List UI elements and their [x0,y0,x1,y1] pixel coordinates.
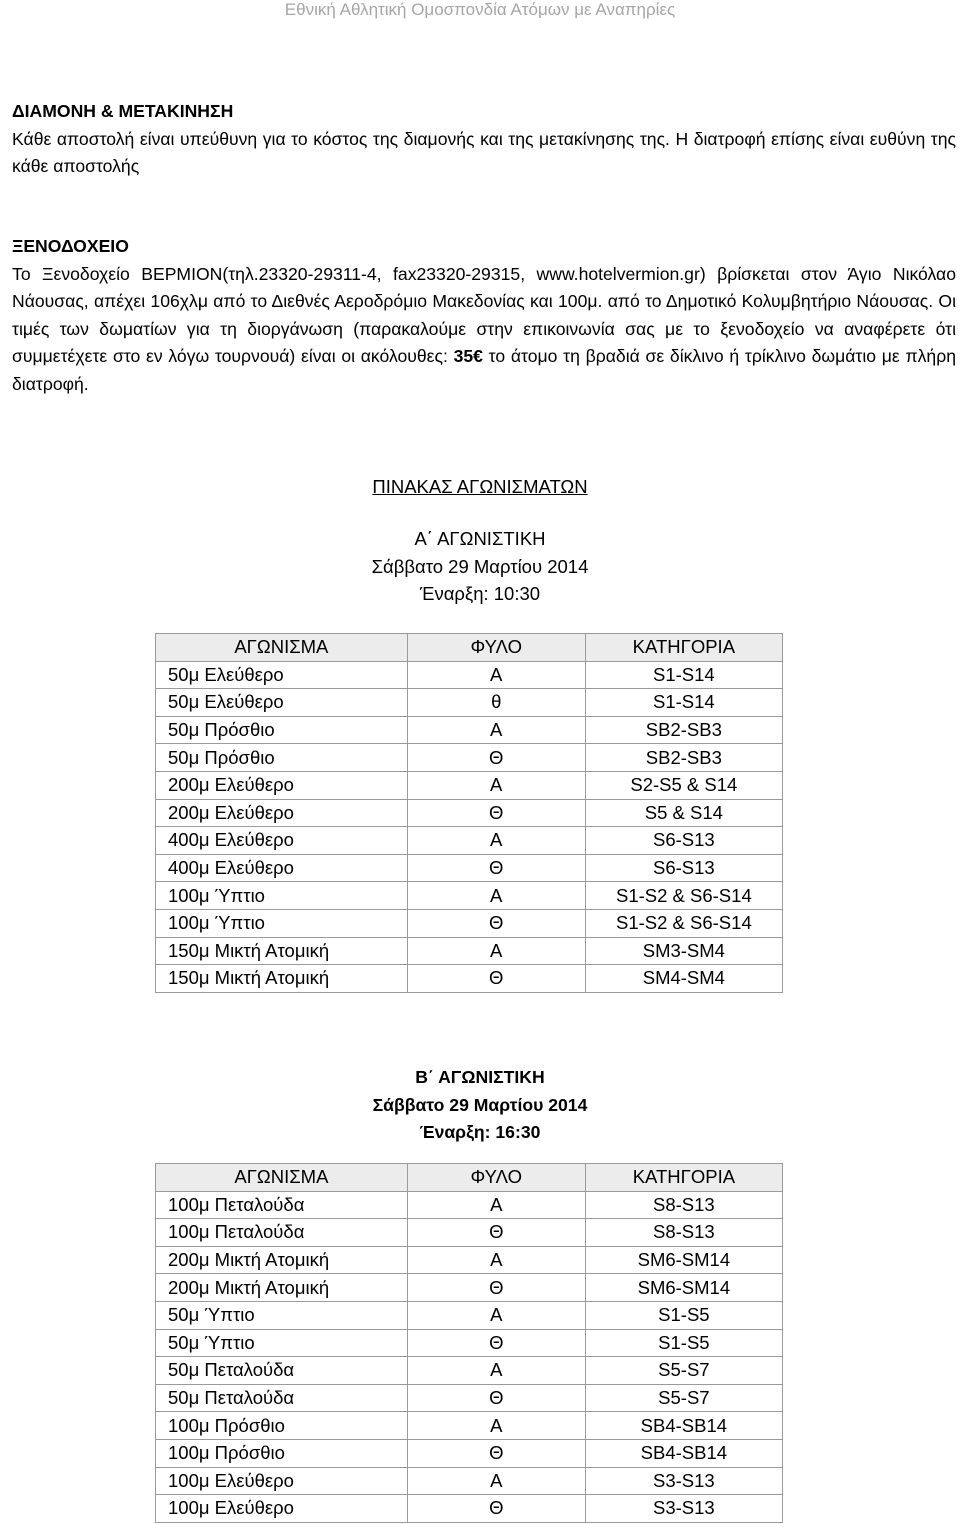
table-row [156,1495,783,1523]
session-a-name: Α΄ ΑΓΩΝΙΣΤΙΚΗ [414,528,546,549]
event-cell: 200μ Μικτή Ατομική [156,1246,408,1274]
event-cell: 50μ Πρόσθιο [156,716,408,744]
table-row [156,744,783,772]
session-b-date: Σάββατο 29 Μαρτίου 2014 [372,1094,588,1115]
document-header: Εθνική Αθλητική Ομοσπονδία Ατόμων με Αναπηρίες [284,0,676,19]
table-row [156,909,783,937]
hotel-text-before: Το Ξενοδοχείο ΒΕΡΜΙΟΝ(τηλ.23320-29311-4, fax23320-29315, www.hotelvermion.gr) βρίσκεται στον Άγιο Νικόλαο Νάουσας, απέχει 106χλμ από το Διεθνές Αεροδρόμιο Μακεδονίας και 100μ. από το Δημοτικό Κολυμβητήριο Νάουσας. Οι τιμές των δωματίων για τη διοργάνωση (παρακαλούμε στην επικοινωνία σας με το ξενοδοχείο να αναφέρετε ότι συμμετέχετε στο εν λόγω τουρνουά) είναι οι ακόλουθες: [12,263,956,366]
gender-cell: Θ [407,744,585,772]
category-cell: S1-S2 & S6-S14 [585,909,782,937]
table-row [156,1246,783,1274]
session-b-table [155,1163,783,1523]
gender-cell: Α [407,1357,585,1385]
column-header-category: ΚΑΤΗΓΟΡΙΑ [585,1164,782,1192]
category-cell: S8-S13 [585,1191,782,1219]
gender-cell: Α [407,1412,585,1440]
category-cell: S5-S7 [585,1384,782,1412]
table-row [156,882,783,910]
gender-cell: Α [407,661,585,689]
event-cell: 100μ Ύπτιο [156,909,408,937]
event-cell: 50μ Ελεύθερο [156,661,408,689]
event-cell: 50μ Ύπτιο [156,1301,408,1329]
table-row [156,1357,783,1385]
session-a-table [155,633,783,993]
gender-cell: Α [407,1301,585,1329]
hotel-text [12,261,956,399]
gender-cell: Θ [407,1495,585,1523]
table-header-row [156,634,783,662]
column-header-category: ΚΑΤΗΓΟΡΙΑ [585,634,782,662]
event-cell: 150μ Μικτή Ατομική [156,965,408,993]
category-cell: SM6-SM14 [585,1246,782,1274]
category-cell: SB4-SB14 [585,1412,782,1440]
event-cell: 50μ Πρόσθιο [156,744,408,772]
gender-cell: Θ [407,1329,585,1357]
accommodation-text: Κάθε αποστολή είναι υπεύθυνη για το κόστος της διαμονής και της μετακίνησης της. Η διατροφή επίσης είναι ευθύνη της κάθε αποστολής [12,128,956,176]
event-cell: 50μ Ελεύθερο [156,689,408,717]
table-row [156,771,783,799]
gender-cell: Θ [407,1219,585,1247]
table-row [156,661,783,689]
accommodation-section [12,98,956,181]
category-cell: S8-S13 [585,1219,782,1247]
gender-cell: Θ [407,1274,585,1302]
table-row [156,799,783,827]
table-row [156,1219,783,1247]
gender-cell: Α [407,1191,585,1219]
event-cell: 100μ Πρόσθιο [156,1412,408,1440]
event-cell: 200μ Ελεύθερο [156,799,408,827]
table-row [156,689,783,717]
gender-cell: Θ [407,1439,585,1467]
category-cell: S1-S2 & S6-S14 [585,882,782,910]
hotel-section [12,233,956,398]
event-cell: 150μ Μικτή Ατομική [156,937,408,965]
column-header-event: ΑΓΩΝΙΣΜΑ [156,634,408,662]
table-row [156,854,783,882]
gender-cell: Α [407,937,585,965]
event-cell: 100μ Πεταλούδα [156,1219,408,1247]
table-row [156,1384,783,1412]
event-cell: 50μ Πεταλούδα [156,1384,408,1412]
gender-cell: Θ [407,909,585,937]
gender-cell: Α [407,716,585,744]
event-cell: 100μ Ελεύθερο [156,1467,408,1495]
table-row [156,827,783,855]
session-b-name: Β΄ ΑΓΩΝΙΣΤΙΚΗ [415,1067,545,1087]
category-cell: SB4-SB14 [585,1439,782,1467]
category-cell: S6-S13 [585,854,782,882]
gender-cell: Α [407,1246,585,1274]
session-a-date: Σάββατο 29 Μαρτίου 2014 [371,555,589,577]
category-cell: SM6-SM14 [585,1274,782,1302]
column-header-gender: ΦΥΛΟ [407,1164,585,1192]
gender-cell: Α [407,827,585,855]
table-row [156,1439,783,1467]
gender-cell: θ [407,689,585,717]
event-cell: 200μ Ελεύθερο [156,771,408,799]
accommodation-title: ΔΙΑΜΟΝΗ & ΜΕΤΑΚΙΝΗΣΗ [12,101,234,121]
event-cell: 100μ Ελεύθερο [156,1495,408,1523]
table-row [156,1301,783,1329]
column-header-gender: ΦΥΛΟ [407,634,585,662]
gender-cell: Α [407,771,585,799]
gender-cell: Θ [407,799,585,827]
category-cell: S2-S5 & S14 [585,771,782,799]
schedule-title: ΠΙΝΑΚΑΣ ΑΓΩΝΙΣΜΑΤΩΝ [372,476,588,497]
session-a-start: Έναρξη: 10:30 [419,583,541,604]
gender-cell: Α [407,882,585,910]
category-cell: S3-S13 [585,1495,782,1523]
table-row [156,1412,783,1440]
table-row [156,716,783,744]
table-header-row [156,1164,783,1192]
category-cell: S1-S5 [585,1301,782,1329]
category-cell: S6-S13 [585,827,782,855]
category-cell: SB2-SB3 [585,744,782,772]
hotel-text-after: το άτομο τη βραδιά σε δίκλινο ή τρίκλινο δωμάτιο με πλήρη διατροφή. [12,346,956,394]
category-cell: SM3-SM4 [585,937,782,965]
session-a-heading [0,525,960,608]
table-row [156,1191,783,1219]
category-cell: S1-S5 [585,1329,782,1357]
event-cell: 100μ Πεταλούδα [156,1191,408,1219]
hotel-title: ΞΕΝΟΔΟΧΕΙΟ [12,236,129,256]
event-cell: 400μ Ελεύθερο [156,854,408,882]
category-cell: S3-S13 [585,1467,782,1495]
gender-cell: Α [407,1467,585,1495]
table-row [156,937,783,965]
table-row [156,1467,783,1495]
gender-cell: Θ [407,854,585,882]
table-row [156,965,783,993]
event-cell: 50μ Πεταλούδα [156,1357,408,1385]
session-b-heading [0,1064,960,1147]
gender-cell: Θ [407,965,585,993]
session-b-start: Έναρξη: 16:30 [419,1122,541,1142]
hotel-price: 35€ [453,346,483,366]
gender-cell: Θ [407,1384,585,1412]
category-cell: S1-S14 [585,689,782,717]
event-cell: 200μ Μικτή Ατομική [156,1274,408,1302]
category-cell: S1-S14 [585,661,782,689]
event-cell: 100μ Πρόσθιο [156,1439,408,1467]
table-row [156,1329,783,1357]
table-row [156,1274,783,1302]
event-cell: 400μ Ελεύθερο [156,827,408,855]
event-cell: 50μ Ύπτιο [156,1329,408,1357]
category-cell: S5-S7 [585,1357,782,1385]
column-header-event: ΑΓΩΝΙΣΜΑ [156,1164,408,1192]
event-cell: 100μ Ύπτιο [156,882,408,910]
category-cell: SM4-SM4 [585,965,782,993]
category-cell: SB2-SB3 [585,716,782,744]
category-cell: S5 & S14 [585,799,782,827]
